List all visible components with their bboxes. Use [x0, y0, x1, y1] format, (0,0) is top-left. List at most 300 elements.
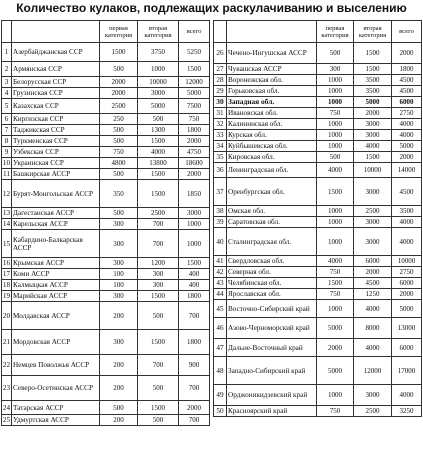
table-row: [214, 357, 422, 385]
row-cat2: 8000: [354, 318, 392, 339]
table-row: [214, 43, 422, 64]
table-row: [2, 99, 210, 114]
row-total: 5000: [392, 300, 422, 318]
table-row: [214, 267, 422, 278]
row-total: 1800: [179, 125, 210, 136]
header-region: [227, 21, 317, 43]
row-cat1: 200: [100, 376, 138, 401]
row-total: 1800: [179, 291, 210, 302]
table-row: [2, 415, 210, 426]
row-number: 40: [214, 228, 227, 256]
row-cat1: 1000: [317, 228, 354, 256]
row-cat2: 1500: [354, 43, 392, 64]
row-region: Ярославская обл.: [227, 289, 317, 300]
row-cat2: 4000: [354, 300, 392, 318]
table-row: [2, 376, 210, 401]
row-number: 47: [214, 339, 227, 357]
table-row: [214, 86, 422, 97]
row-cat1: 750: [100, 147, 138, 158]
row-region: Карельская АССР: [12, 219, 100, 230]
row-cat1: 5000: [317, 318, 354, 339]
row-number: 41: [214, 256, 227, 267]
row-number: 33: [214, 130, 227, 141]
row-cat1: 4000: [317, 163, 354, 178]
row-total: 2000: [179, 136, 210, 147]
left-table: [1, 20, 210, 426]
header-cat2: вторая категория: [138, 21, 179, 43]
row-cat1: 1000: [317, 130, 354, 141]
row-region: Западно-Сибирский край: [227, 357, 317, 385]
row-cat2: 2500: [354, 406, 392, 417]
table-row: [214, 300, 422, 318]
row-region: Белорусская ССР: [12, 77, 100, 88]
row-region: Свердловская обл.: [227, 256, 317, 267]
row-cat2: 1500: [138, 169, 179, 180]
row-region: Горьковская обл.: [227, 86, 317, 97]
row-total: 6000: [392, 278, 422, 289]
row-total: 700: [179, 302, 210, 330]
row-total: 700: [179, 415, 210, 426]
row-region: Кировская обл.: [227, 152, 317, 163]
row-number: 29: [214, 86, 227, 97]
row-region: Кабардино-Балкарская АССР: [12, 230, 100, 258]
row-number: 35: [214, 152, 227, 163]
row-cat1: 1000: [317, 217, 354, 228]
row-cat1: 1000: [317, 86, 354, 97]
table-row: [214, 206, 422, 217]
row-cat2: 6000: [354, 256, 392, 267]
table-row: [2, 302, 210, 330]
row-region: Сталинградская обл.: [227, 228, 317, 256]
row-total: 2000: [179, 401, 210, 415]
row-cat1: 200: [100, 415, 138, 426]
table-row: [214, 339, 422, 357]
row-cat1: 300: [100, 230, 138, 258]
row-region: Таджикская ССР: [12, 125, 100, 136]
row-cat2: 3000: [354, 385, 392, 406]
row-cat1: 750: [317, 108, 354, 119]
row-total: 5000: [392, 141, 422, 152]
row-total: 5000: [179, 88, 210, 99]
header-num: [2, 21, 12, 43]
row-cat2: 2000: [354, 267, 392, 278]
row-total: 400: [179, 269, 210, 280]
table-row: [214, 289, 422, 300]
row-total: 4000: [392, 217, 422, 228]
row-number: 20: [2, 302, 12, 330]
row-total: 3250: [392, 406, 422, 417]
row-cat1: 750: [317, 406, 354, 417]
row-region: Молдавская АССР: [12, 302, 100, 330]
row-region: Дальне-Восточный край: [227, 339, 317, 357]
row-cat2: 3500: [354, 86, 392, 97]
table-header-row: [214, 21, 422, 43]
table-row: [2, 62, 210, 77]
row-cat2: 500: [138, 302, 179, 330]
table-row: [2, 219, 210, 230]
row-cat2: 1500: [138, 180, 179, 208]
row-total: 6000: [392, 339, 422, 357]
row-cat2: 1500: [138, 291, 179, 302]
row-cat2: 700: [138, 219, 179, 230]
row-region: Туркменская ССР: [12, 136, 100, 147]
row-region: Мордовская АССР: [12, 330, 100, 355]
row-cat1: 500: [100, 169, 138, 180]
row-number: 30: [214, 97, 227, 108]
header-total: всего: [179, 21, 210, 43]
row-region: Татарская АССР: [12, 401, 100, 415]
row-number: 44: [214, 289, 227, 300]
row-cat1: 2000: [100, 77, 138, 88]
right-table: [213, 20, 422, 417]
row-region: Коми АССР: [12, 269, 100, 280]
row-total: 750: [179, 114, 210, 125]
row-cat2: 1500: [138, 401, 179, 415]
row-region: Ивановская обл.: [227, 108, 317, 119]
row-number: 36: [214, 163, 227, 178]
row-cat2: 3000: [354, 217, 392, 228]
row-total: 4750: [179, 147, 210, 158]
row-number: 23: [2, 376, 12, 401]
row-number: 8: [2, 136, 12, 147]
table-row: [2, 230, 210, 258]
row-total: 2000: [392, 43, 422, 64]
row-total: 1800: [392, 64, 422, 75]
row-cat2: 1200: [138, 258, 179, 269]
row-cat1: 1000: [317, 206, 354, 217]
row-region: Армянская ССР: [12, 62, 100, 77]
row-number: 50: [214, 406, 227, 417]
row-number: 4: [2, 88, 12, 99]
row-cat2: 2500: [138, 208, 179, 219]
row-total: 4000: [392, 130, 422, 141]
table-row: [214, 217, 422, 228]
row-cat1: 300: [317, 64, 354, 75]
row-region: Челябинская обл.: [227, 278, 317, 289]
row-cat1: 750: [317, 267, 354, 278]
header-total: всего: [392, 21, 422, 43]
row-cat1: 250: [100, 114, 138, 125]
row-cat1: 350: [100, 180, 138, 208]
row-cat1: 200: [100, 355, 138, 376]
table-row: [2, 169, 210, 180]
row-cat2: 1500: [354, 64, 392, 75]
row-total: 6000: [392, 97, 422, 108]
row-number: 27: [214, 64, 227, 75]
row-number: 7: [2, 125, 12, 136]
row-cat1: 2000: [100, 88, 138, 99]
row-number: 22: [2, 355, 12, 376]
row-total: 2750: [392, 108, 422, 119]
row-cat2: 3000: [354, 178, 392, 206]
row-cat1: 5000: [317, 357, 354, 385]
row-region: Азово-Черноморский край: [227, 318, 317, 339]
row-number: 45: [214, 300, 227, 318]
row-region: Казахская ССР: [12, 99, 100, 114]
row-cat1: 1000: [317, 141, 354, 152]
header-region: [12, 21, 100, 43]
row-cat1: 100: [100, 280, 138, 291]
row-total: 1000: [179, 230, 210, 258]
row-region: Северная обл.: [227, 267, 317, 278]
row-number: 3: [2, 77, 12, 88]
table-row: [2, 88, 210, 99]
table-row: [214, 141, 422, 152]
left-table-body: [2, 43, 210, 426]
table-row: [2, 291, 210, 302]
row-number: 11: [3, 170, 10, 178]
row-region: Омская обл.: [227, 206, 317, 217]
row-number: 1: [2, 43, 12, 62]
row-number: 5: [2, 99, 12, 114]
row-total: 13000: [392, 318, 422, 339]
table-row: [214, 385, 422, 406]
row-region: Чувашская АССР: [227, 64, 317, 75]
row-cat2: 500: [138, 376, 179, 401]
row-region: Чечено-Ингушская АССР: [227, 43, 317, 64]
row-cat2: 500: [138, 114, 179, 125]
row-cat2: 700: [138, 230, 179, 258]
row-cat2: 1300: [138, 125, 179, 136]
row-cat1: 2000: [317, 339, 354, 357]
row-region: Калмыцкая АССР: [12, 280, 100, 291]
table-row: [214, 228, 422, 256]
row-cat2: 1500: [138, 136, 179, 147]
table-row: [2, 180, 210, 208]
table-row: [214, 64, 422, 75]
row-number: 24: [2, 401, 12, 415]
row-total: 1000: [179, 219, 210, 230]
table-row: [2, 114, 210, 125]
row-number: 28: [214, 75, 227, 86]
row-cat1: 200: [100, 302, 138, 330]
table-row: [2, 330, 210, 355]
row-number: 49: [214, 385, 227, 406]
page-title: Количество кулаков, подлежащих раскулачиванию и выселению: [16, 1, 407, 15]
row-cat1: 300: [100, 291, 138, 302]
row-cat2: 5000: [138, 99, 179, 114]
table-row: [2, 401, 210, 415]
row-cat2: 13800: [138, 158, 179, 169]
table-row: [214, 119, 422, 130]
row-region: Восточно-Сибирский край: [227, 300, 317, 318]
row-number: 19: [2, 292, 11, 300]
row-region: Азербайджанская ССР: [12, 43, 100, 62]
row-number: 31: [214, 108, 227, 119]
row-region: Калининская обл.: [227, 119, 317, 130]
row-number: 21: [2, 330, 12, 355]
table-header-row: [2, 21, 210, 43]
row-region: Ленинградская обл.: [227, 163, 317, 178]
row-number: 26: [214, 43, 227, 64]
row-number: 9: [2, 147, 12, 158]
row-cat1: 500: [317, 43, 354, 64]
row-cat2: 3000: [354, 130, 392, 141]
row-total: 2750: [392, 267, 422, 278]
row-cat2: 500: [138, 415, 179, 426]
row-cat2: 3750: [138, 43, 179, 62]
row-cat2: 3000: [354, 228, 392, 256]
table-row: [214, 108, 422, 119]
row-cat2: 10000: [354, 163, 392, 178]
row-cat2: 1500: [354, 152, 392, 163]
row-number: 17: [2, 270, 11, 278]
row-total: 4500: [392, 75, 422, 86]
row-total: 900: [179, 355, 210, 376]
row-cat1: 500: [317, 152, 354, 163]
row-cat1: 1000: [317, 75, 354, 86]
row-region: Крымская АССР: [12, 258, 100, 269]
row-region: Украинская ССР: [12, 158, 100, 169]
header-cat1: первая категория: [100, 21, 138, 43]
table-row: [2, 158, 210, 169]
row-region: Красноярский край: [227, 406, 317, 417]
row-total: 14000: [392, 163, 422, 178]
row-cat1: 100: [100, 269, 138, 280]
row-number: 10: [2, 159, 11, 167]
row-number: 37: [214, 178, 227, 206]
table-row: [2, 77, 210, 88]
table-row: [214, 130, 422, 141]
row-cat2: 3000: [354, 119, 392, 130]
table-row: [214, 278, 422, 289]
row-number: 43: [214, 278, 227, 289]
table-row: [2, 125, 210, 136]
row-cat2: 3500: [354, 75, 392, 86]
row-number: 18: [2, 281, 11, 289]
row-region: Курская обл.: [227, 130, 317, 141]
row-total: 1850: [179, 180, 210, 208]
table-row: [214, 406, 422, 417]
row-region: Бурят-Монгольская АССР: [12, 180, 100, 208]
table-row: [2, 280, 210, 291]
row-number: 16: [2, 259, 11, 267]
row-number: 2: [2, 62, 12, 77]
row-total: 17000: [392, 357, 422, 385]
row-cat2: 1000: [138, 62, 179, 77]
row-cat1: 1500: [317, 178, 354, 206]
header-num: [214, 21, 227, 43]
table-row: [214, 163, 422, 178]
row-cat2: 4000: [138, 147, 179, 158]
table-row: [2, 136, 210, 147]
header-cat2: вторая категория: [354, 21, 392, 43]
row-cat2: 2000: [354, 108, 392, 119]
row-cat1: 1000: [317, 385, 354, 406]
row-number: 48: [214, 357, 227, 385]
table-row: [2, 269, 210, 280]
row-total: 1500: [179, 258, 210, 269]
row-total: 4000: [392, 119, 422, 130]
row-number: 25: [2, 416, 11, 424]
table-row: [2, 43, 210, 62]
row-total: 4000: [392, 228, 422, 256]
row-region: Оренбургская обл.: [227, 178, 317, 206]
row-cat1: 750: [317, 289, 354, 300]
row-cat2: 300: [138, 280, 179, 291]
row-cat1: 4800: [100, 158, 138, 169]
row-number: 13: [2, 209, 11, 217]
table-row: [214, 152, 422, 163]
row-cat1: 2500: [100, 99, 138, 114]
row-total: 18600: [179, 158, 210, 169]
table-row: [2, 258, 210, 269]
row-region: Саратовская обл.: [227, 217, 317, 228]
row-total: 2000: [392, 289, 422, 300]
row-total: 12000: [179, 77, 210, 88]
row-number: 38: [214, 206, 227, 217]
row-cat2: 4000: [354, 339, 392, 357]
row-cat2: 5000: [354, 97, 392, 108]
row-total: 3000: [179, 208, 210, 219]
row-total: 3500: [392, 206, 422, 217]
row-cat2: 700: [138, 355, 179, 376]
row-region: Воронежская обл.: [227, 75, 317, 86]
row-cat1: 300: [100, 258, 138, 269]
row-region: Удмуртская АССР: [12, 415, 100, 426]
row-cat1: 1500: [317, 278, 354, 289]
table-row: [214, 178, 422, 206]
row-total: 4500: [392, 86, 422, 97]
row-region: Северо-Осетинская АССР: [12, 376, 100, 401]
row-cat2: 300: [138, 269, 179, 280]
row-cat2: 3000: [138, 88, 179, 99]
row-region: Марийская АССР: [12, 291, 100, 302]
right-table-body: [214, 43, 422, 417]
row-cat2: 1500: [138, 330, 179, 355]
row-cat1: 1000: [317, 119, 354, 130]
row-cat2: 4500: [354, 278, 392, 289]
row-total: 4000: [392, 385, 422, 406]
table-row: [2, 355, 210, 376]
row-cat2: 12000: [354, 357, 392, 385]
header-cat1: первая категория: [317, 21, 354, 43]
row-cat1: 500: [100, 62, 138, 77]
row-cat1: 4000: [317, 256, 354, 267]
row-region: Дагестанская АССР: [12, 208, 100, 219]
row-region: Грузинская ССР: [12, 88, 100, 99]
row-total: 7500: [179, 99, 210, 114]
row-cat1: 500: [100, 125, 138, 136]
table-row: [214, 97, 422, 108]
row-number: 39: [214, 217, 227, 228]
table-row: [2, 147, 210, 158]
table-row: [214, 256, 422, 267]
row-number: 6: [2, 114, 12, 125]
row-cat1: 500: [100, 208, 138, 219]
row-total: 1800: [179, 330, 210, 355]
row-cat1: 300: [100, 219, 138, 230]
table-row: [214, 318, 422, 339]
row-cat1: 1000: [317, 97, 354, 108]
row-cat2: 1250: [354, 289, 392, 300]
row-region: Немцев Поволжья АССР: [12, 355, 100, 376]
row-number: 15: [2, 230, 12, 258]
row-region: Киргизская ССР: [12, 114, 100, 125]
row-region: Орджоникидзевский край: [227, 385, 317, 406]
row-total: 4500: [392, 178, 422, 206]
row-cat1: 500: [100, 401, 138, 415]
row-cat1: 1500: [100, 43, 138, 62]
row-total: 700: [179, 376, 210, 401]
row-number: 42: [214, 267, 227, 278]
row-number: 12: [2, 180, 12, 208]
row-cat2: 10000: [138, 77, 179, 88]
row-cat1: 500: [100, 136, 138, 147]
row-number: 32: [214, 119, 227, 130]
row-cat2: 4000: [354, 141, 392, 152]
table-row: [214, 75, 422, 86]
